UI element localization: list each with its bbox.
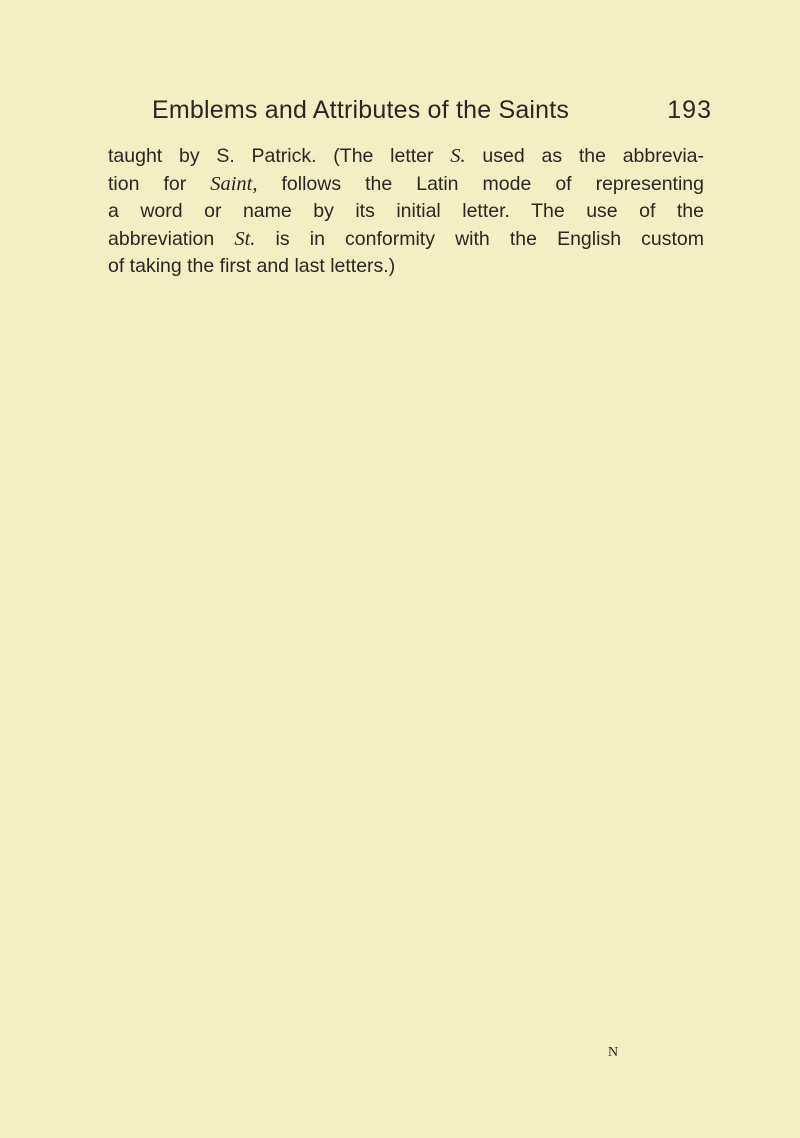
page-number: 193 — [667, 96, 712, 124]
text-line: tion for Saint, follows the Latin mode of representing — [108, 172, 704, 195]
italic-term: Saint, — [210, 172, 258, 195]
text-line: a word or name by its initial letter. The use of the — [108, 200, 704, 223]
signature-mark: N — [608, 1045, 619, 1060]
text-line: taught by S. Patrick. (The letter S. used as the abbrevia- — [108, 145, 704, 167]
running-head — [152, 96, 712, 125]
italic-term: St. — [234, 227, 256, 250]
running-head-title: Emblems and Attributes of the Saints — [152, 96, 570, 124]
text-line: of taking the first and last letters.) — [108, 255, 396, 278]
text-line: abbreviation St. is in conformity with the English custom — [108, 227, 704, 250]
italic-term: S. — [450, 145, 466, 167]
body-paragraph — [108, 143, 704, 281]
